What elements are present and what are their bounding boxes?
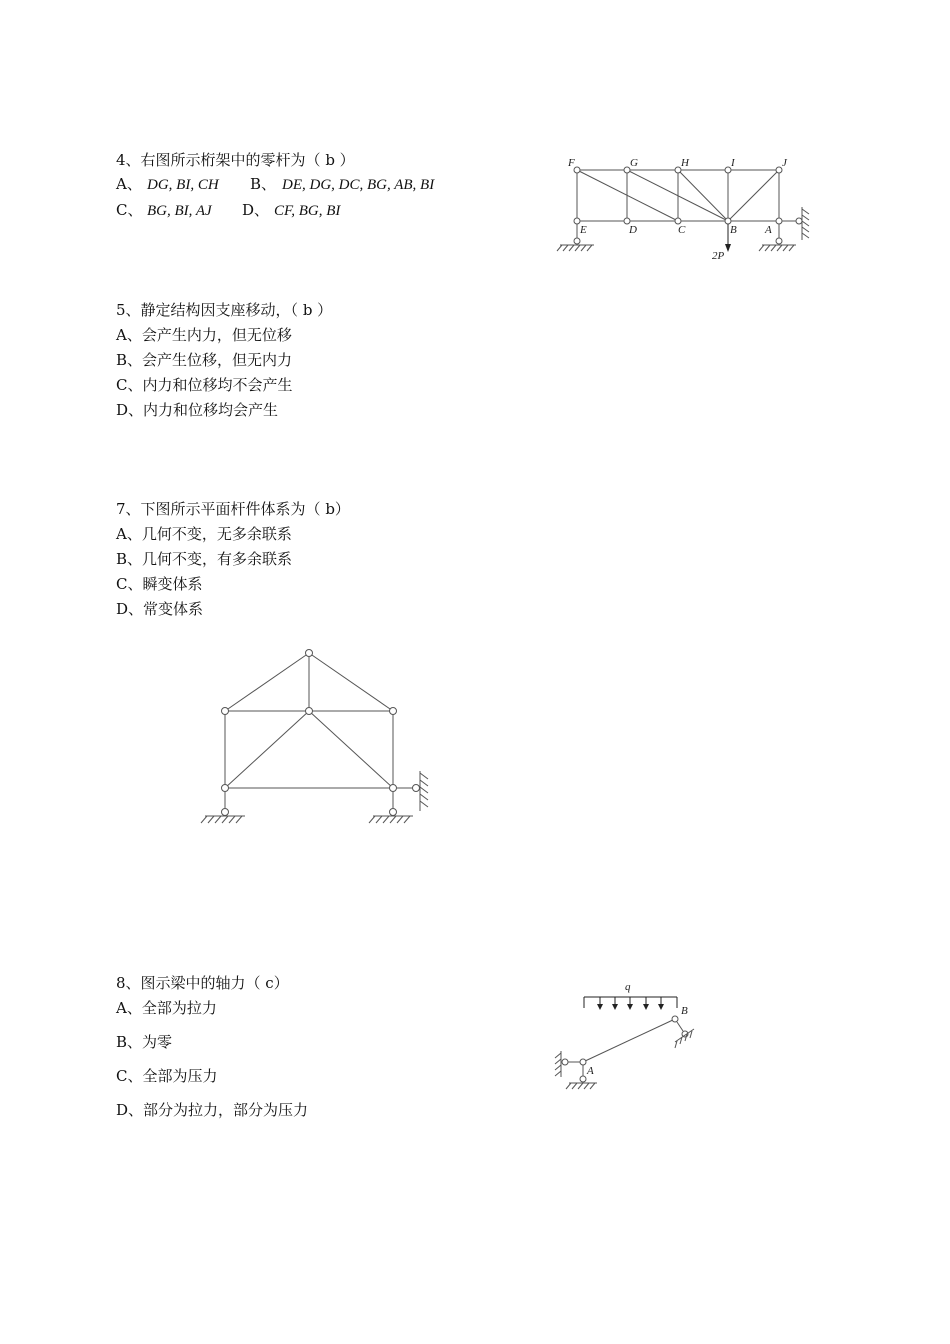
label-g: G <box>630 157 638 169</box>
q5-option-c: C、内力和位移均不会产生 <box>116 376 293 394</box>
q4-option-a-prefix: A、 <box>116 175 142 193</box>
label-a: A <box>587 1065 594 1077</box>
q7-option-b: B、几何不变，有多余联系 <box>116 550 293 568</box>
q4-option-b: DE, DG, DC, BG, AB, BI <box>282 177 435 193</box>
q5-option-a: A、会产生内力，但无位移 <box>116 326 292 344</box>
q5-stem: 5、静定结构因支座移动，（ b ） <box>116 301 333 319</box>
q4-stem: 4、右图所示桁架中的零杆为（ b ） <box>116 151 355 169</box>
beam-support-a-horizontal <box>555 1051 580 1077</box>
label-d: D <box>629 224 637 236</box>
q5-option-d: D、内力和位移均会产生 <box>116 401 279 419</box>
q7-stem: 7、下图所示平面杆件体系为（ b） <box>116 500 350 518</box>
label-i: I <box>731 157 735 169</box>
label-e: E <box>580 224 587 236</box>
label-h: H <box>681 157 689 169</box>
q8-option-d: D、部分为拉力，部分为压力 <box>116 1101 309 1119</box>
beam-support-b <box>675 1022 694 1048</box>
q5-option-b: B、会产生位移，但无内力 <box>116 351 293 369</box>
q4-option-c: BG, BI, AJ <box>147 203 212 219</box>
q8-option-c: C、全部为压力 <box>116 1067 218 1085</box>
q7-option-a: A、几何不变，无多余联系 <box>116 525 292 543</box>
distributed-load <box>584 997 677 1010</box>
q7-option-c: C、瞬变体系 <box>116 575 203 593</box>
label-b: B <box>681 1005 688 1017</box>
label-c: C <box>678 224 686 236</box>
q4-option-c-prefix: C、 <box>116 201 143 219</box>
q8-stem: 8、图示梁中的轴力（ c） <box>116 974 289 992</box>
q8-option-a: A、全部为拉力 <box>116 999 217 1017</box>
label-j: J <box>782 157 787 169</box>
load-label-q: q <box>625 981 631 993</box>
label-a: A <box>765 224 772 236</box>
label-f: F <box>568 157 575 169</box>
q8-option-b: B、为零 <box>116 1033 173 1051</box>
q4-option-b-prefix: B、 <box>250 175 277 193</box>
q4-option-d: CF, BG, BI <box>274 203 341 219</box>
q4-option-d-prefix: D、 <box>242 201 270 219</box>
q7-option-d: D、常变体系 <box>116 600 204 618</box>
label-b: B <box>730 224 737 236</box>
q4-option-a: DG, BI, CH <box>147 177 219 193</box>
label-2p: 2P <box>712 250 725 262</box>
